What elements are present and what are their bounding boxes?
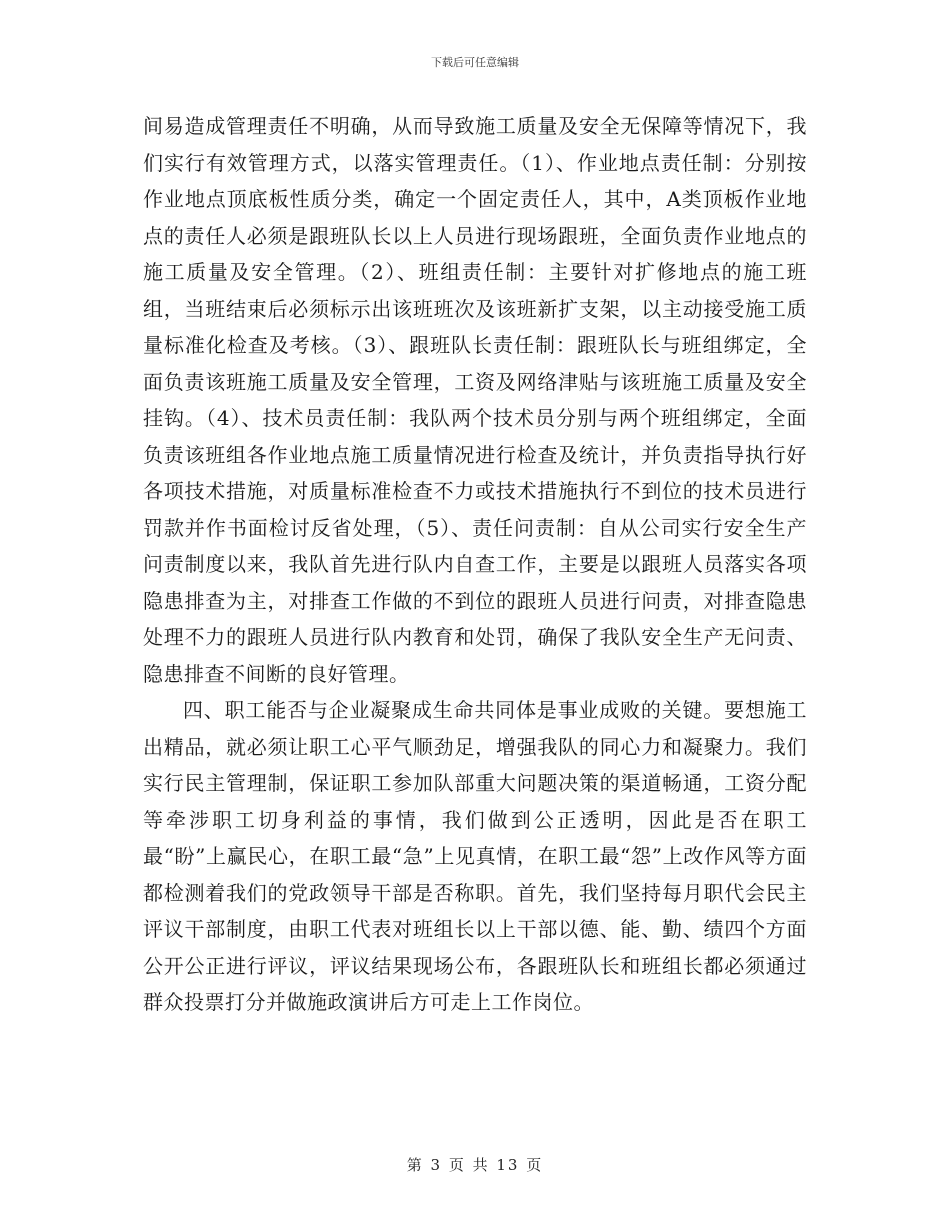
page-header: 下载后可任意编辑 [431,56,519,69]
page-number-footer: 第 3 页 共 13 页 [406,1156,544,1174]
paragraph-responsibility-system: 间易造成管理责任不明确，从而导致施工质量及安全无保障等情况下，我们实行有效管理方式，以落实管理责任。（1）、作业地点责任制：分别按作业地点顶底板性质分类，确定一个固定责任人，其中，A类顶板作业地点的责任人必须是跟班队长以上人员进行现场跟班，全面负责作业地点的施工质量及安全管理。（2）、班组责任制：主要针对扩修地点的施工班组，当班结束后必须标示出该班班次及该班新扩支架，以主动接受施工质量标准化检查及考核。（3）、跟班队长责任制：跟班队长与班组绑定，全面负责该班施工质量及安全管理，工资及网络津贴与该班施工质量及安全挂钩。（4）、技术员责任制：我队两个技术员分别与两个班组绑定，全面负责该班组各作业地点施工质量情况进行检查及统计，并负责指导执行好各项技术措施，对质量标准检查不力或技术措施执行不到位的技术员进行罚款并作书面检讨反省处理，（5）、责任问责制：自从公司实行安全生产问责制度以来，我队首先进行队内自查工作，主要是以跟班人员落实各项隐患排查为主，对排查工作做的不到位的跟班人员进行问责，对排查隐患处理不力的跟班人员进行队内教育和处罚，确保了我队安全生产无问责、隐患排查不间断的良好管理。 [143,114,807,686]
paragraph-section-four: 四、职工能否与企业凝聚成生命共同体是事业成败的关键。要想施工出精品，就必须让职工心平气顺劲足，增强我队的同心力和凝聚力。我们实行民主管理制，保证职工参加队部重大问题决策的渠道畅通，工资分配等牵涉职工切身利益的事情，我们做到公正透明，因此是否在职工最“盼”上赢民心，在职工最“急”上见真情，在职工最“怨”上改作风等方面都检测着我们的党政领导干部是否称职。首先，我们坚持每月职代会民主评议干部制度，由职工代表对班组长以上干部以德、能、勤、绩四个方面公开公正进行评议，评议结果现场公布，各跟班队长和班组长都必须通过群众投票打分并做施政演讲后方可走上工作岗位。 [143,698,807,1014]
document-body [143,108,807,1021]
